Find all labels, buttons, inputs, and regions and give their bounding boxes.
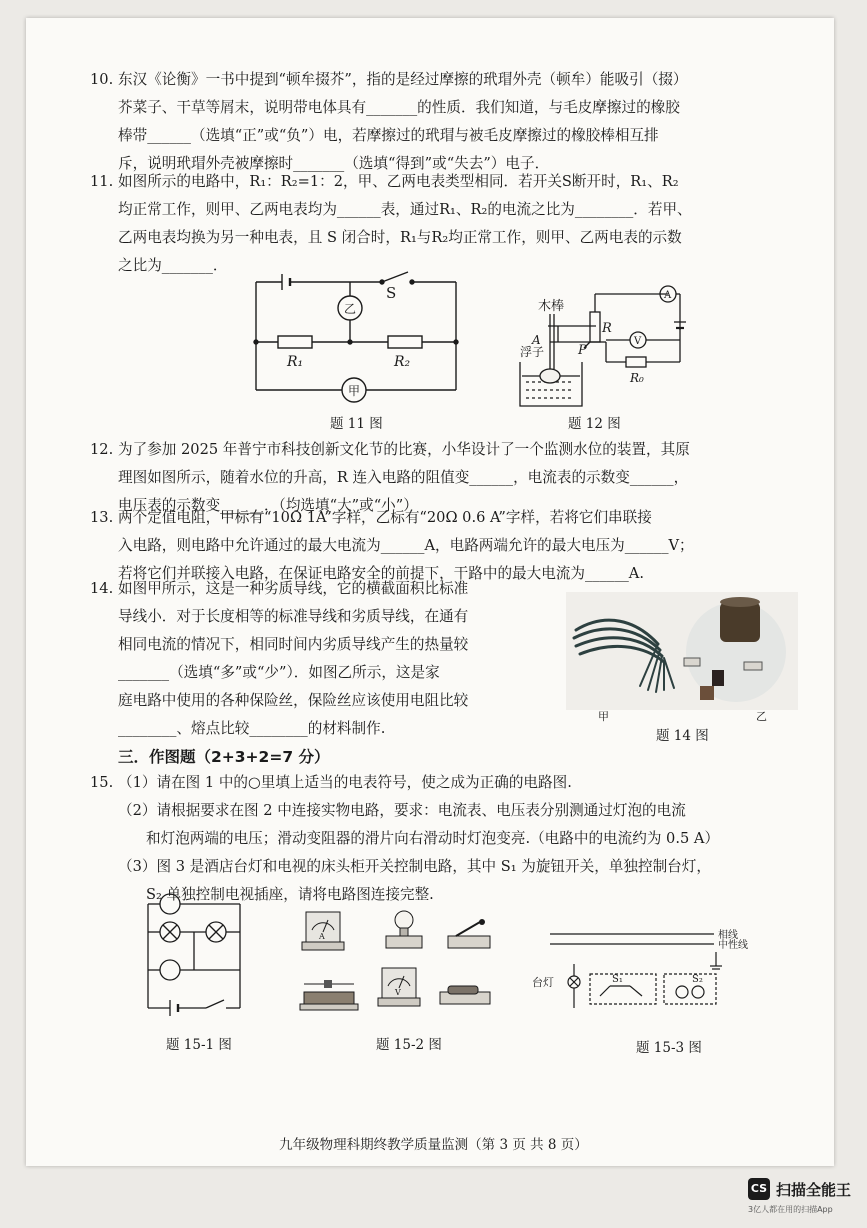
figure-15-3-circuit (530, 926, 748, 1026)
point-a-label: A (532, 333, 541, 347)
question-text-line: 导线小．对于长度相等的标准导线和劣质导线，在通有 (118, 608, 469, 625)
question-text-line: 两个定值电阻，甲标有“10Ω 1A”字样，乙标有“20Ω 0.6 A”字样，若将它们串联接 (118, 509, 652, 526)
question-text-line: 之比为_______． (118, 257, 228, 274)
question-10 (90, 66, 798, 178)
svg-text:A: A (319, 932, 325, 941)
caption-figure-15-1: 题 15-1 图 (166, 1037, 232, 1053)
r1-label: R₁ (287, 354, 304, 370)
question-number: 10. (90, 71, 114, 88)
question-text-line: 棒带______（选填“正”或“负”）电，若摩擦过的玳瑁与被毛皮摩擦过的橡胶棒相互排 (118, 127, 659, 144)
switch-label: S (386, 284, 397, 302)
figure-14-jia-label: 甲 (598, 710, 609, 723)
ammeter-component (302, 912, 344, 950)
question-text-line: 入电路，则电路中允许通过的最大电流为______A，电路两端允许的最大电压为______V； (118, 537, 694, 554)
question-text-line: 庭电路中使用的各种保险丝，保险丝应该使用电阻比较 (118, 692, 469, 709)
caption-figure-12: 题 12 图 (568, 416, 621, 432)
slider-p-label: P (578, 343, 587, 358)
question-text-line: 斥，说明玳瑁外壳被摩擦时_______（选填“得到”或“失去”）电子． (118, 155, 550, 172)
battery-component (440, 986, 490, 1004)
caption-figure-15-3: 题 15-3 图 (636, 1040, 702, 1056)
question-text-line: 相同电流的情况下，相同时间内劣质导线产生的热量较 (118, 636, 469, 653)
question-text-line: 均正常工作，则甲、乙两电表均为______表，通过R₁、R₂的电流之比为________．若甲、 (118, 201, 692, 218)
caption-figure-11: 题 11 图 (330, 416, 383, 432)
rod-label: 木棒 (538, 299, 565, 314)
r2-label: R₂ (394, 354, 411, 370)
lamp-label: 台灯 (532, 976, 554, 989)
s1-label: S₁ (612, 974, 623, 985)
switch-component (448, 919, 490, 948)
scanner-logo-icon: CS (748, 1178, 770, 1200)
page-footer: 九年级物理科期终教学质量监测（第 3 页 共 8 页） (279, 1137, 588, 1153)
float-label: 浮子 (520, 345, 545, 359)
voltmeter-component (378, 968, 420, 1006)
question-text-line: 理图如图所示，随着水位的升高，R 连入电路的阻值变______，电流表的示数变______， (118, 469, 689, 486)
question-14 (90, 575, 548, 743)
question-text-line: S₂ 单独控制电视插座，请将电路图连接完整. (146, 886, 434, 903)
question-text-line: 若将它们并联接入电路，在保证电路安全的前提下，干路中的最大电流为______A. (118, 565, 644, 582)
scanner-tagline: 3亿人都在用的扫描App (748, 1205, 833, 1214)
question-number: 15. (90, 774, 114, 791)
svg-text:V: V (395, 988, 401, 997)
question-11 (90, 168, 798, 280)
question-text-line: 东汉《论衡》一书中提到“顿牟掇芥”，指的是经过摩擦的玳瑁外壳（顿牟）能吸引（掇） (118, 71, 688, 88)
resistor-r0-label: R₀ (630, 371, 644, 385)
live-wire-label: 相线 (718, 930, 738, 941)
voltmeter-label: V (634, 336, 642, 347)
s2-label: S₂ (692, 974, 703, 985)
meter-jia-label: 甲 (348, 384, 361, 398)
resistor-r-label: R (602, 321, 612, 336)
question-number: 12. (90, 441, 114, 458)
question-text-line: （1）请在图 1 中的○里填上适当的电表符号，使之成为正确的电路图. (118, 774, 572, 791)
figure-15-1-circuit (140, 896, 250, 1024)
caption-figure-15-2: 题 15-2 图 (376, 1037, 442, 1053)
question-text-line: （3）图 3 是酒店台灯和电视的床头柜开关控制电路，其中 S₁ 为旋钮开关，单独控制台灯， (118, 858, 711, 875)
question-text-line: ________、熔点比较________的材料制作. (118, 720, 386, 737)
question-text-line: 如图甲所示，这是一种劣质导线，它的横截面积比标准 (118, 580, 469, 597)
meter-yi-label: 乙 (344, 302, 357, 316)
question-text-line: 如图所示的电路中，R₁：R₂=1：2，甲、乙两电表类型相同．若开关S断开时，R₁、R₂ (118, 173, 679, 190)
figure-12-water-level-device (518, 284, 688, 414)
question-number: 11. (90, 173, 114, 190)
scanner-app-name: 扫描全能王 (776, 1181, 852, 1199)
question-text-line: 电压表的示数变______．（均选填“大”或“小”） (118, 497, 418, 514)
question-text-line: 和灯泡两端的电压；滑动变阻器的滑片向右滑动时灯泡变亮.（电路中的电流约为 0.5 A） (146, 830, 720, 847)
question-15 (90, 769, 798, 909)
question-number: 14. (90, 580, 114, 597)
rheostat-component (300, 980, 358, 1010)
bulb-component (386, 911, 422, 948)
question-text-line: 芥菜子、干草等屑末，说明带电体具有_______的性质．我们知道，与毛皮摩擦过的橡胶 (118, 99, 680, 116)
ammeter-label: A (664, 290, 672, 301)
question-text-line: 乙两电表均换为另一种电表，且 S 闭合时，R₁与R₂均正常工作，则甲、乙两电表的示数 (118, 229, 682, 246)
neutral-wire-label: 中性线 (718, 940, 748, 951)
caption-figure-14: 题 14 图 (656, 728, 709, 744)
figure-15-2-components (300, 908, 500, 1020)
question-number: 13. (90, 509, 114, 526)
question-text-line: （2）请根据要求在图 2 中连接实物电路，要求：电流表、电压表分别测通过灯泡的电流 (118, 802, 686, 819)
figure-14-wires-and-fuses (566, 592, 798, 722)
section-3-heading: 三．作图题（2+3+2=7 分） (118, 748, 330, 766)
question-text-line: _______（选填“多”或“少”）．如图乙所示，这是家 (118, 664, 440, 681)
figure-14-yi-label: 乙 (756, 710, 767, 723)
figure-11-circuit (240, 272, 480, 412)
question-text-line: 为了参加 2025 年普宁市科技创新文化节的比赛，小华设计了一个监测水位的装置，其原 (118, 441, 690, 458)
